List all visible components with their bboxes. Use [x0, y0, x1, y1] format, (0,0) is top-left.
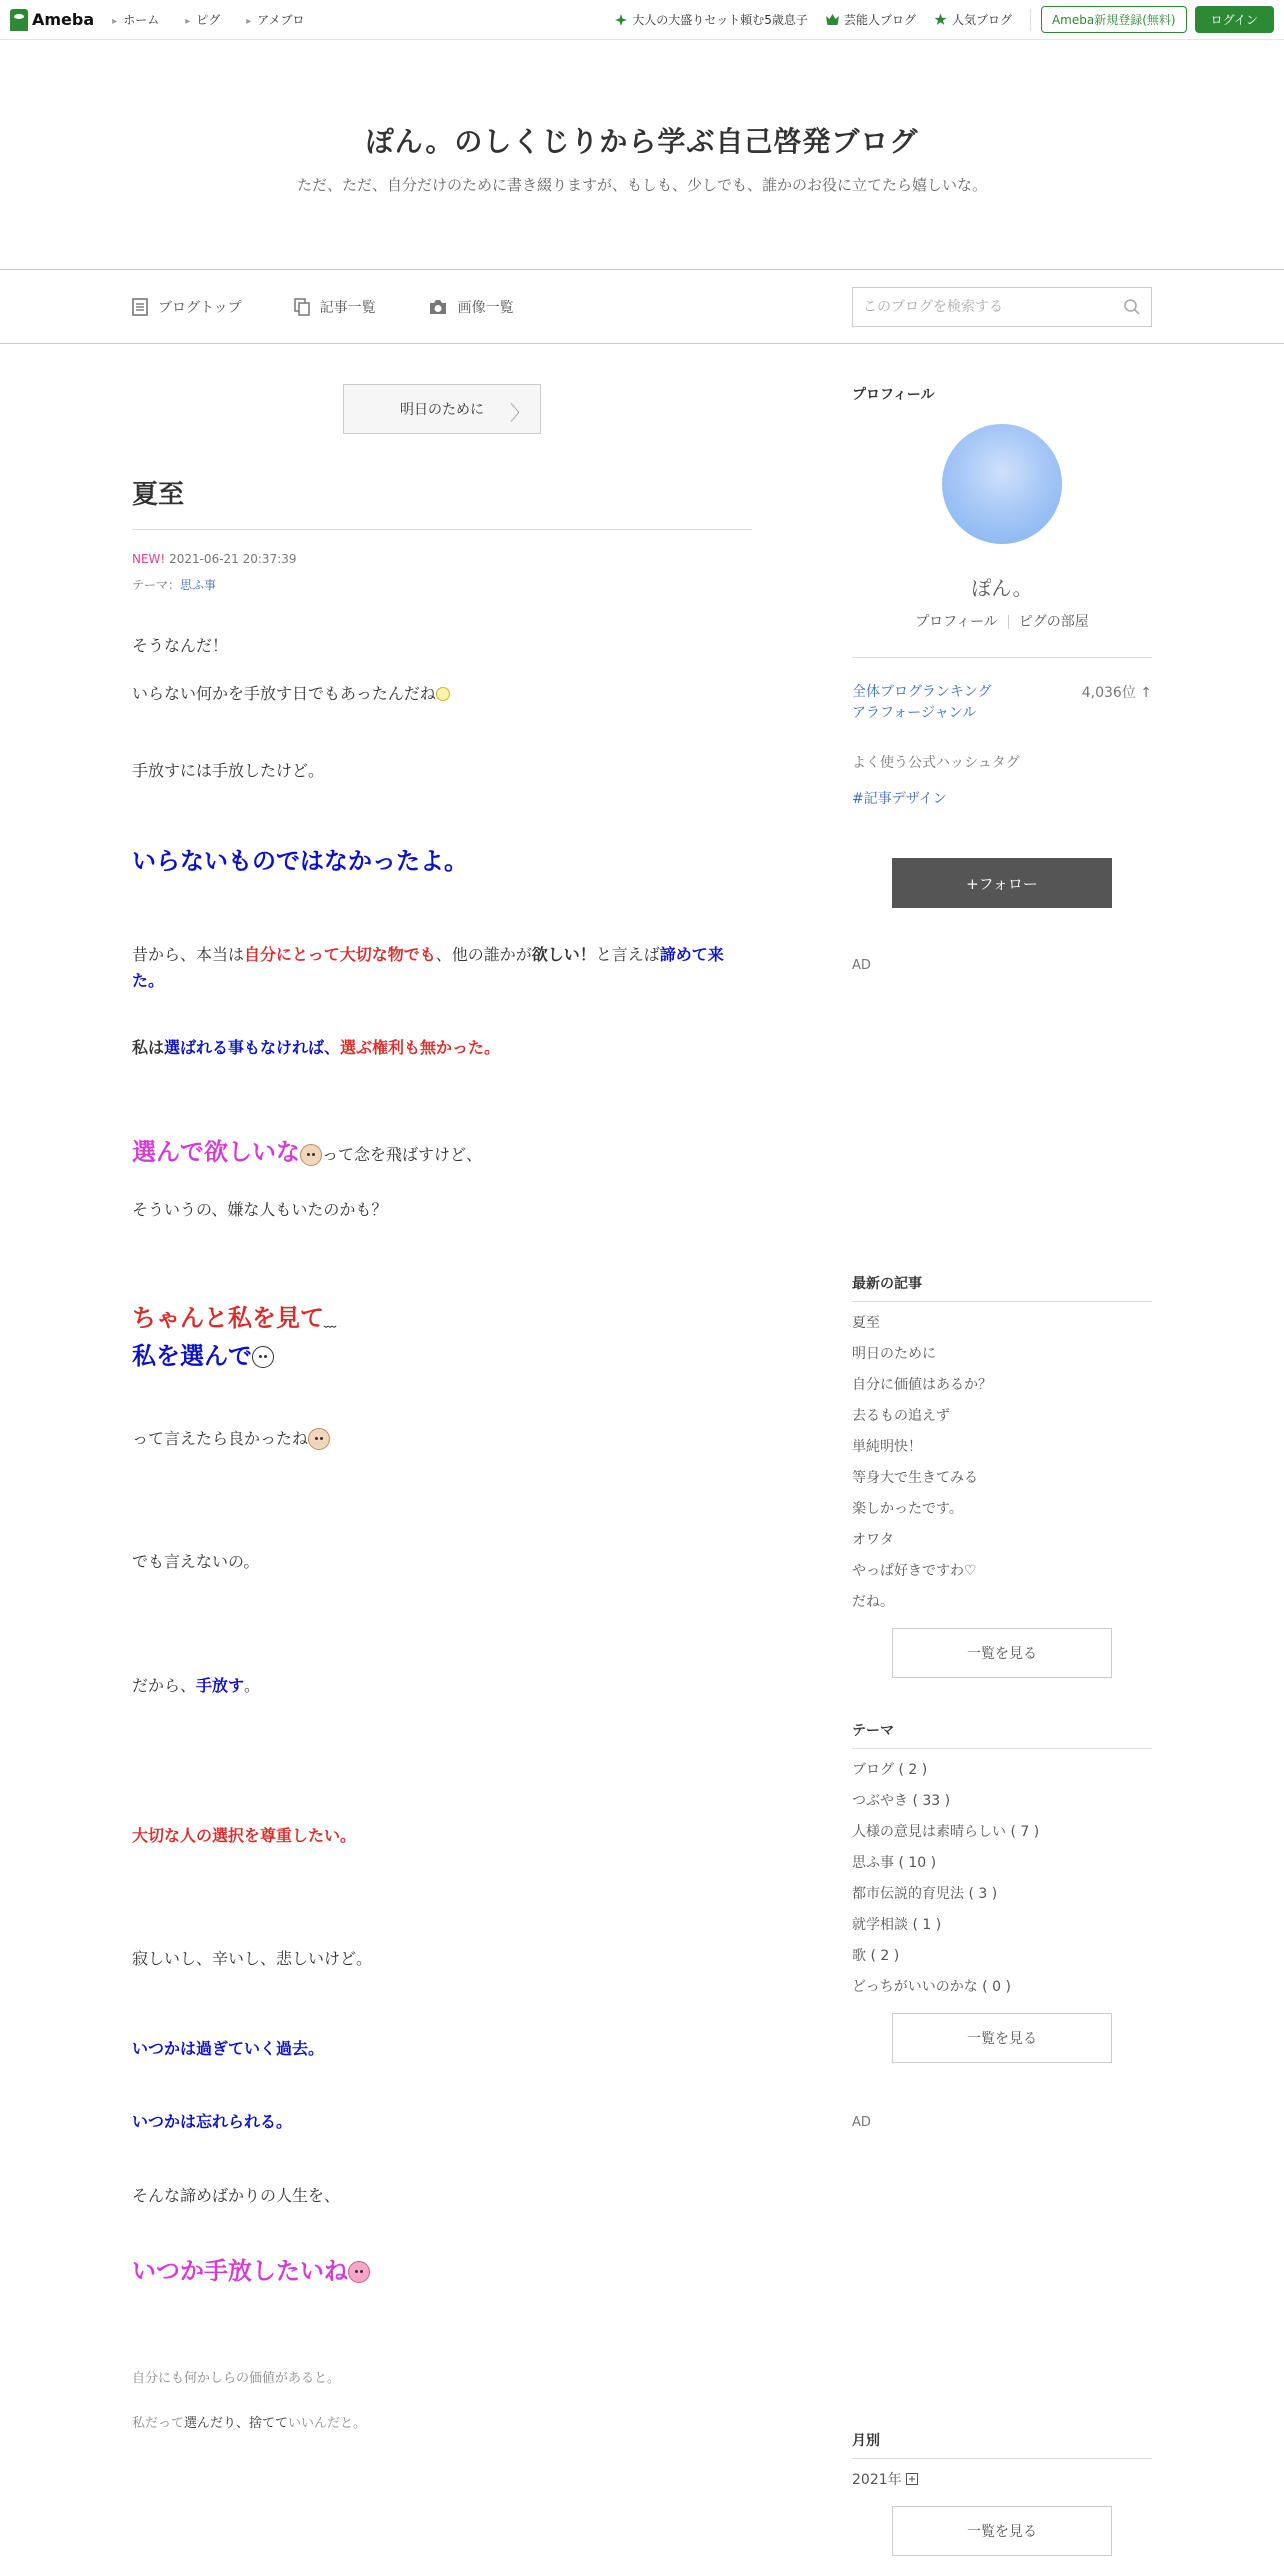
body-line: いつか手放したいね [132, 2252, 752, 2290]
trend-link-1[interactable]: 大人の大盛りセット頼む5歳息子 [615, 11, 808, 28]
nav-pigg[interactable]: ▸ ピグ [185, 11, 220, 28]
latest-item[interactable]: 単純明快！ [852, 1439, 922, 1455]
blog-description: ただ、ただ、自分だけのために書き綴りますが、もしも、少しでも、誰かのお役に立てたら嬉しいな。 [296, 176, 987, 194]
logo-text: Ameba [32, 10, 95, 29]
body-line: 私だって選んだり、捨てていいんだと。 [132, 2415, 367, 2431]
nav-image-list[interactable]: 画像一覧 [428, 297, 514, 317]
theme-item[interactable]: 就学相談 ( 1 ) [852, 1917, 942, 1933]
body-line: いつかは過ぎていく過去。 [132, 2038, 325, 2058]
divider [1030, 9, 1031, 31]
tear-icon: ﹏ [324, 1314, 337, 1329]
hashtag-link[interactable]: #記事デザイン [852, 791, 947, 807]
camera-icon [428, 299, 448, 315]
theme-more-button[interactable]: 一覧を見る [892, 2013, 1112, 2063]
copy-icon [294, 298, 310, 316]
nav-blog-top[interactable]: ブログトップ [132, 297, 242, 317]
latest-item[interactable]: 去るもの追えず [852, 1408, 950, 1424]
profile-name[interactable]: ぽん。 [971, 576, 1033, 600]
ameba-logo-icon [10, 9, 28, 31]
chevron-right-icon: 〉 [510, 401, 530, 425]
article-meta [132, 552, 752, 566]
article-body [132, 633, 752, 2434]
profile-links [852, 611, 1152, 631]
body-line: そうなんだ！ [132, 636, 229, 655]
sidebar [852, 344, 1152, 2556]
avatar[interactable] [942, 424, 1062, 544]
search-input[interactable] [863, 299, 1123, 315]
body-line: そんな諦めばかりの人生を、 [132, 2185, 341, 2205]
search-icon[interactable] [1123, 298, 1141, 316]
face-icon [308, 1428, 330, 1450]
face-icon [300, 1144, 322, 1166]
body-line: そういうの、嫌な人もいたのかも？ [132, 1200, 388, 1220]
body-line: いつかは忘れられる。 [132, 2112, 293, 2132]
latest-more-button[interactable]: 一覧を見る [892, 1628, 1112, 1678]
theme-item[interactable]: 都市伝説的育児法 ( 3 ) [852, 1886, 998, 1902]
body-line: 手放すには手放したけど。 [132, 761, 325, 781]
article-theme: テーマ：思ふ事 [132, 578, 217, 592]
body-line: 昔から、本当は自分にとって大切な物でも、他の誰かが欲しい！と言えば諦めて来た。 [132, 945, 724, 990]
theme-item[interactable]: ブログ ( 2 ) [852, 1762, 928, 1778]
ameba-logo[interactable] [10, 9, 94, 31]
trend-link-2[interactable]: 芸能人ブログ [826, 11, 916, 28]
ranking [852, 682, 1152, 724]
theme-item[interactable]: どっちがいいのかな ( 0 ) [852, 1979, 1011, 1995]
body-line: いらない何かを手放す日でもあったんだね [132, 681, 752, 707]
ad-label: AD [852, 958, 871, 973]
crown-icon [826, 14, 839, 25]
body-line: 選んで欲しいな って念を飛ばすけど、 [132, 1137, 483, 1166]
body-line: いらないものではなかったよ。 [132, 846, 468, 875]
lightbulb-icon [436, 687, 450, 701]
latest-item[interactable]: やっぱ好きですわ♡ [852, 1563, 977, 1579]
latest-list [852, 1308, 1152, 1618]
profile-link[interactable]: プロフィール [915, 614, 998, 630]
profile-heading: プロフィール [852, 387, 935, 403]
body-line: 大切な人の選択を尊重したい。 [132, 1825, 357, 1845]
prev-article-button[interactable]: 明日のために 〉 [343, 384, 541, 434]
blog-title[interactable]: ぽん。のしくじりから学ぶ自己啓発ブログ [365, 125, 919, 158]
theme-item[interactable]: 思ふ事 ( 10 ) [852, 1855, 937, 1871]
main-column [132, 344, 752, 2556]
expand-plus-icon[interactable] [906, 2473, 918, 2485]
theme-list [852, 1755, 1152, 2003]
nav-home[interactable]: ▸ ホーム [112, 11, 159, 28]
monthly-heading: 月別 [852, 2430, 1152, 2459]
body-line: 私は選ばれる事もなければ、選ぶ権利も無かった。 [132, 1038, 501, 1058]
month-item[interactable]: 2021年 [852, 2465, 1152, 2496]
trend-link-3[interactable]: 人気ブログ [934, 11, 1012, 28]
theme-item[interactable]: 歌 ( 2 ) [852, 1948, 900, 1964]
theme-link[interactable]: 思ふ事 [180, 578, 217, 592]
crying-face-icon [252, 1346, 274, 1368]
new-badge: NEW! [132, 552, 166, 566]
body-line: 自分にも何かしらの価値があると。 [132, 2370, 341, 2386]
latest-item[interactable]: オワタ [852, 1532, 894, 1548]
document-icon [132, 298, 148, 316]
latest-heading: 最新の記事 [852, 1273, 1152, 1302]
ad-label: AD [852, 2115, 871, 2130]
body-line: だから、手放す。 [132, 1675, 261, 1695]
sparkle-icon [615, 14, 627, 26]
blog-header [0, 40, 1284, 270]
body-line: 私を選んで [132, 1337, 752, 1375]
body-line: でも言えないの。 [132, 1552, 260, 1572]
article-datetime: 2021-06-21 20:37:39 [169, 552, 297, 566]
blog-search [852, 287, 1152, 327]
article-title[interactable]: 夏至 [132, 474, 752, 530]
genre-ranking-link[interactable]: アラフォージャンル [852, 705, 977, 721]
overall-ranking-link[interactable]: 全体ブログランキング [852, 684, 992, 700]
theme-item[interactable]: つぶやき ( 33 ) [852, 1793, 951, 1809]
monthly-list [852, 2465, 1152, 2496]
latest-item[interactable]: だね。 [852, 1594, 894, 1610]
theme-item[interactable]: 人様の意見は素晴らしい ( 7 ) [852, 1824, 1040, 1840]
nav-ameblo[interactable]: ▸ アメブロ [246, 11, 304, 28]
latest-item[interactable]: 等身大で生きてみる [852, 1470, 978, 1486]
monthly-more-button[interactable]: 一覧を見る [892, 2506, 1112, 2556]
body-line: って言えたら良かったね [132, 1426, 752, 1452]
star-icon [934, 13, 947, 26]
divider [852, 657, 1152, 658]
body-line: ちゃんと私を見て﹏ [132, 1303, 337, 1332]
latest-item[interactable]: 夏至 [852, 1315, 880, 1331]
global-header [0, 0, 1284, 40]
blog-nav [0, 270, 1284, 344]
nav-article-list[interactable]: 記事一覧 [294, 297, 376, 317]
pig-room-link[interactable]: ピグの部屋 [1018, 614, 1089, 630]
latest-item[interactable]: 明日のために [852, 1346, 936, 1362]
ranking-value: 4,036位 ↑ [1081, 685, 1152, 701]
register-button[interactable]: Ameba新規登録(無料) [1041, 6, 1187, 33]
theme-heading: テーマ [852, 1720, 1152, 1749]
divider [1008, 615, 1009, 629]
hashtag-heading: よく使う公式ハッシュタグ [852, 755, 1020, 771]
pig-icon [348, 2261, 370, 2283]
body-line: 寂しいし、辛いし、悲しいけど。 [132, 1949, 373, 1969]
follow-button[interactable]: +フォロー [892, 858, 1112, 908]
global-nav [112, 11, 304, 28]
latest-item[interactable]: 楽しかったです。 [852, 1501, 963, 1517]
latest-item[interactable]: 自分に価値はあるか？ [852, 1377, 992, 1393]
login-button[interactable]: ログイン [1195, 6, 1274, 33]
